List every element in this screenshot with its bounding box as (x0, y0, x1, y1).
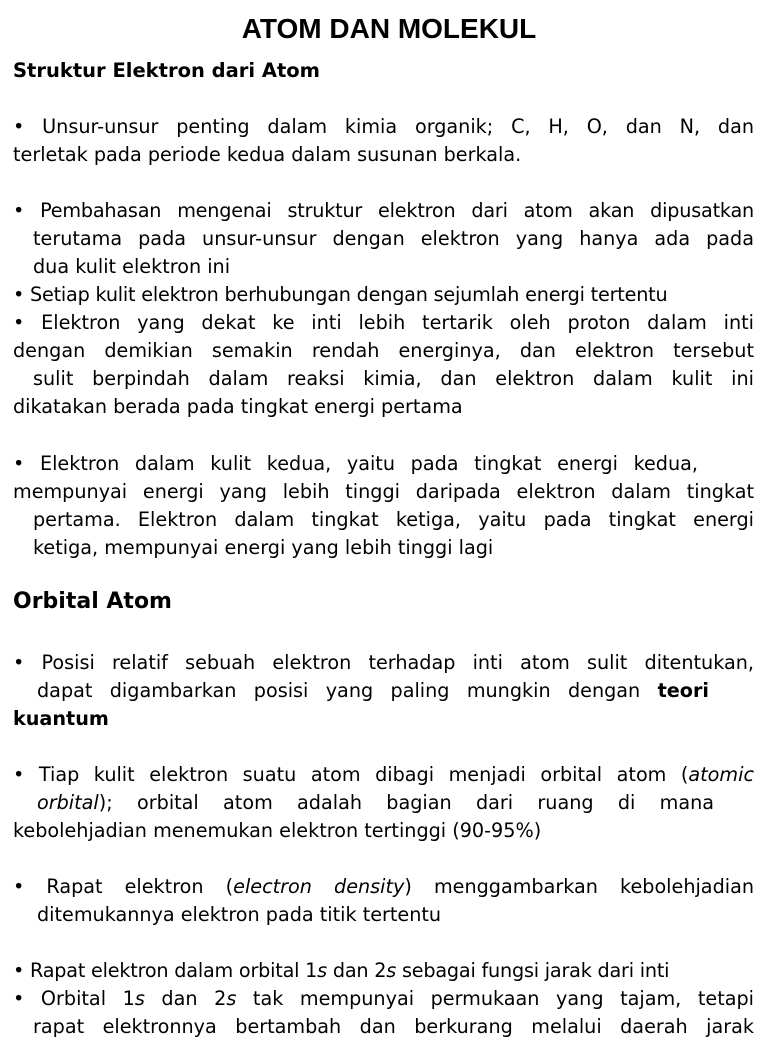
orbital-label: s (134, 987, 145, 1010)
text-line: ditemukannya elektron pada titik tertentu (37, 903, 442, 926)
text-line: dengan demikian semakin rendah energinya, dan elektron tersebut (13, 339, 754, 362)
paragraph-orbital-density-function (13, 957, 754, 985)
paragraph-orbital-surface (13, 985, 754, 1041)
text-line: kebolehjadian menemukan elektron tertinggi (90-95%) (13, 819, 542, 842)
paragraph-atomic-orbital-definition (13, 761, 754, 845)
text-run: dan 2 (144, 987, 227, 1010)
text-line: • Elektron yang dekat ke inti lebih tertarik oleh proton dalam inti (13, 311, 754, 334)
section-heading-atomic-orbital: Orbital Atom (13, 589, 172, 614)
orbital-label: s (226, 987, 237, 1010)
orbital-label: s (386, 959, 397, 982)
text-line: rapat elektronnya bertambah dan berkurang melalui daerah jarak (33, 1015, 754, 1038)
orbital-term: orbital (37, 791, 99, 814)
text-run: sebagai fungsi jarak dari inti (396, 959, 670, 982)
text-run: ) menggambarkan kebolehjadian (404, 875, 754, 898)
orbital-label: s (317, 959, 327, 982)
text-run: dan 2 (326, 959, 387, 982)
text-line (13, 873, 754, 901)
text-line: ketiga, mempunyai energi yang lebih tinggi lagi (33, 536, 494, 559)
text-line: • Setiap kulit elektron berhubungan dengan sejumlah energi tertentu (13, 283, 668, 306)
text-line: dikatakan berada pada tingkat energi pertama (13, 395, 463, 418)
text-run: tak mempunyai permukaan yang tajam, tetapi (236, 987, 754, 1010)
paragraph-second-shell (13, 450, 754, 562)
paragraph-inner-electrons (13, 309, 754, 421)
paragraph-energy-shell (13, 281, 754, 309)
electron-density-term: electron density (233, 875, 405, 898)
text-line (13, 761, 754, 789)
text-line: mempunyai energi yang lebih tinggi daripada elektron dalam tingkat (13, 480, 754, 503)
text-line (13, 985, 754, 1013)
text-line: • Pembahasan mengenai struktur elektron dari atom akan dipusatkan (13, 199, 754, 222)
text-line: terletak pada periode kedua dalam susunan berkala. (13, 143, 522, 166)
text-line: • Elektron dalam kulit kedua, yaitu pada tingkat energi kedua, (13, 452, 698, 475)
paragraph-electron-density (13, 873, 754, 929)
text-run: ); orbital atom adalah bagian dari ruang di mana (98, 791, 714, 814)
text-line (13, 957, 754, 985)
text-line: • Unsur-unsur penting dalam kimia organik; C, H, O, dan N, dan (13, 115, 754, 138)
paragraph-key-elements (13, 113, 754, 169)
atomic-term: atomic (688, 763, 754, 786)
text-run: • Orbital 1 (13, 987, 135, 1010)
text-line: • Posisi relatif sebuah elektron terhadap inti atom sulit ditentukan, (13, 651, 754, 674)
quantum-theory-term: teori (657, 679, 709, 702)
text-run: • Rapat elektron dalam orbital 1 (13, 959, 318, 982)
text-run: dapat digambarkan posisi yang paling mungkin dengan (37, 679, 658, 702)
text-run: • Rapat elektron ( (13, 875, 234, 898)
section-heading-electron-structure: Struktur Elektron dari Atom (13, 59, 320, 82)
page-title: ATOM DAN MOLEKUL (241, 13, 537, 44)
text-line (13, 789, 754, 817)
text-run: • Tiap kulit elektron suatu atom dibagi menjadi orbital atom ( (13, 763, 689, 786)
quantum-theory-term-continued: kuantum (13, 707, 109, 730)
paragraph-electron-position (13, 649, 754, 733)
text-line: terutama pada unsur-unsur dengan elektron yang hanya ada pada (33, 227, 754, 250)
text-line: dua kulit elektron ini (33, 255, 231, 278)
text-line: sulit berpindah dalam reaksi kimia, dan elektron dalam kulit ini (33, 367, 754, 390)
text-line: pertama. Elektron dalam tingkat ketiga, yaitu pada tingkat energi (33, 508, 754, 531)
paragraph-electron-structure-focus (13, 197, 754, 281)
text-line (13, 677, 754, 705)
